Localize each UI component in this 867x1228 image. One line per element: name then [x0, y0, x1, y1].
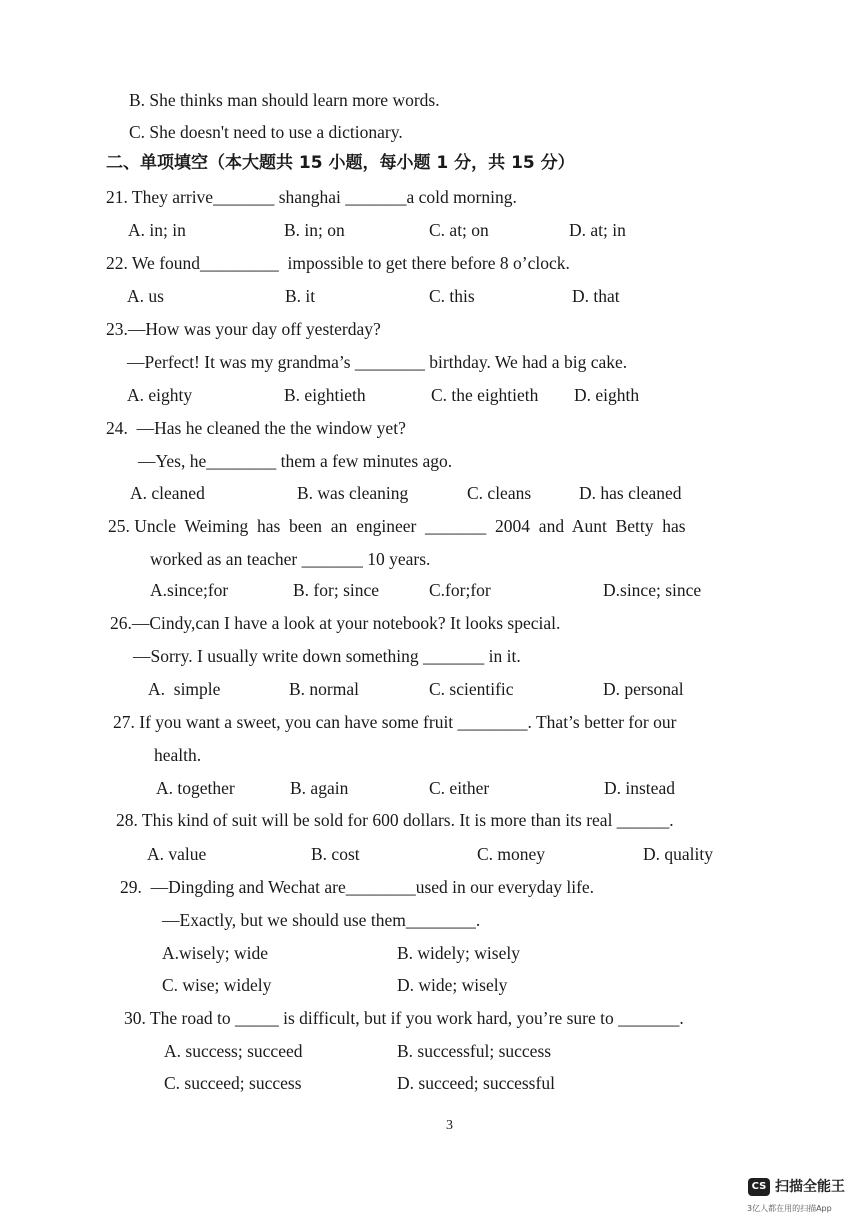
q26-option-d: D. personal	[603, 679, 684, 699]
q29-option-a: A.wisely; wide	[162, 943, 268, 963]
q21-stem: 21. They arrive_______ shanghai _______a cold morning.	[106, 187, 517, 207]
q26-stem-2: —Sorry. I usually write down something _______ in it.	[133, 646, 521, 666]
q27-option-c: C. either	[429, 778, 490, 798]
q25-option-a: A.since;for	[150, 580, 229, 600]
q26-option-c: C. scientific	[429, 679, 514, 699]
q24-option-d: D. has cleaned	[579, 483, 682, 503]
q30-option-d: D. succeed; successful	[397, 1073, 555, 1093]
q30-option-c: C. succeed; success	[164, 1073, 302, 1093]
q22-option-c: C. this	[429, 286, 475, 306]
q30-option-a: A. success; succeed	[164, 1041, 303, 1061]
q20-option-c: C. She doesn't need to use a dictionary.	[129, 122, 403, 142]
q24-stem-1: 24. —Has he cleaned the the window yet?	[106, 418, 406, 438]
q24-option-b: B. was cleaning	[297, 483, 409, 503]
q26-option-b: B. normal	[289, 679, 359, 699]
q27-stem-1: 27. If you want a sweet, you can have some fruit ________. That’s better for our	[113, 712, 677, 732]
q27-option-a: A. together	[156, 778, 235, 798]
q20-option-b: B. She thinks man should learn more words.	[129, 90, 440, 110]
q25-stem-1: 25. Uncle Weiming has been an engineer _______ 2004 and Aunt Betty has	[108, 516, 686, 536]
q28-option-d: D. quality	[643, 844, 713, 864]
q27-option-b: B. again	[290, 778, 349, 798]
q30-stem: 30. The road to _____ is difficult, but if you work hard, you’re sure to _______.	[124, 1008, 684, 1028]
q24-stem-2: —Yes, he________ them a few minutes ago.	[138, 451, 453, 471]
q29-stem-1: 29. —Dingding and Wechat are________used in our everyday life.	[120, 877, 595, 897]
scanner-tagline: 3亿人都在用的扫描App	[747, 1204, 832, 1213]
q25-option-d: D.since; since	[603, 580, 702, 600]
q29-option-b: B. widely; wisely	[397, 943, 520, 963]
q23-option-c: C. the eightieth	[431, 385, 539, 405]
q22-option-a: A. us	[127, 286, 164, 306]
q23-option-b: B. eightieth	[284, 385, 366, 405]
q21-option-b: B. in; on	[284, 220, 345, 240]
scanner-app-name: 扫描全能王	[775, 1179, 845, 1195]
q23-option-d: D. eighth	[574, 385, 640, 405]
section-title: 二、单项填空（本大题共 15 小题，每小题 1 分，共 15 分）	[106, 153, 575, 173]
q26-option-a: A. simple	[148, 679, 221, 699]
q25-stem-2: worked as an teacher _______ 10 years.	[150, 549, 431, 569]
q21-option-d: D. at; in	[569, 220, 626, 240]
q22-stem: 22. We found_________ impossible to get there before 8 o’clock.	[106, 253, 570, 273]
q22-option-b: B. it	[285, 286, 316, 306]
q23-stem-2: —Perfect! It was my grandma’s ________ birthday. We had a big cake.	[127, 352, 628, 372]
q26-stem-1: 26.—Cindy,can I have a look at your notebook? It looks special.	[110, 613, 561, 633]
q28-option-b: B. cost	[311, 844, 360, 864]
q24-option-a: A. cleaned	[130, 483, 205, 503]
q23-option-a: A. eighty	[127, 385, 193, 405]
q27-stem-2: health.	[154, 745, 202, 765]
q28-option-c: C. money	[477, 844, 546, 864]
q24-option-c: C. cleans	[467, 483, 532, 503]
q28-stem: 28. This kind of suit will be sold for 600 dollars. It is more than its real ______.	[116, 810, 674, 830]
camscanner-logo-icon: CS	[748, 1178, 770, 1196]
page-number: 3	[446, 1118, 453, 1133]
q30-option-b: B. successful; success	[397, 1041, 552, 1061]
q28-option-a: A. value	[147, 844, 207, 864]
q22-option-d: D. that	[572, 286, 620, 306]
q21-option-a: A. in; in	[128, 220, 186, 240]
q27-option-d: D. instead	[604, 778, 675, 798]
q23-stem-1: 23.—How was your day off yesterday?	[106, 319, 381, 339]
q25-option-b: B. for; since	[293, 580, 380, 600]
q21-option-c: C. at; on	[429, 220, 489, 240]
q25-option-c: C.for;for	[429, 580, 491, 600]
q29-option-d: D. wide; wisely	[397, 975, 508, 995]
q29-stem-2: —Exactly, but we should use them________.	[162, 910, 481, 930]
q29-option-c: C. wise; widely	[162, 975, 272, 995]
